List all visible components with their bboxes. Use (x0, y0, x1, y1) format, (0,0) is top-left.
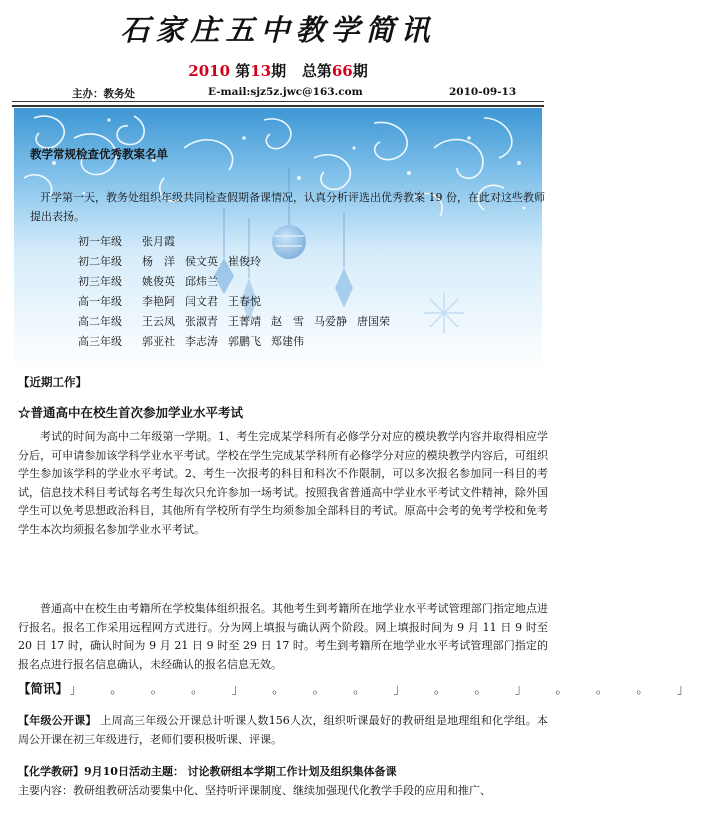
brief-item-open-class (18, 712, 548, 749)
teacher-name: 姚俊英 (142, 275, 175, 288)
teacher-name: 郭鹏飞 (228, 335, 261, 348)
grade-label: 高二年级 (78, 315, 122, 328)
brief-item-tag: 【化学教研】9月10日活动主题： (18, 765, 184, 778)
issue-total: 66 (331, 62, 353, 80)
brief-item-chemistry (18, 763, 548, 800)
brief-dots: 」 。 。 。 」 。 。 。 」 。 。 」 。 。 。 」 (69, 681, 701, 696)
grade-label: 初一年级 (78, 235, 122, 248)
grade-label: 高一年级 (78, 295, 122, 308)
issue-number: 13 (250, 62, 272, 80)
honor-row (78, 312, 400, 332)
section-brief (18, 679, 701, 697)
issue-year: 2010 (188, 62, 231, 80)
teacher-name: 侯文英 (185, 255, 218, 268)
teacher-name: 马爱静 (314, 315, 347, 328)
issue-qi: 期 (271, 62, 287, 80)
info-line (0, 86, 556, 102)
issue-di: 第 (235, 62, 251, 80)
email-label: E-mail:sjz5z.jwc@163.com (208, 86, 363, 98)
issue-date: 2010-09-13 (449, 86, 517, 98)
masthead-title: 石家庄五中教学简讯 (120, 13, 436, 47)
teacher-name: 赵 雪 (271, 315, 304, 328)
brief-item-text: 上周高三年级公开课总计听课人数156人次，组织听课最好的教研组是地理组和化学组。本周公开课在初三年级进行，老师们要积极听课、评课。 (18, 714, 549, 746)
grade-label: 初二年级 (78, 255, 122, 268)
honor-row (78, 252, 400, 272)
honor-row (78, 292, 400, 312)
issue-line (0, 60, 556, 81)
teacher-name: 杨 洋 (142, 255, 175, 268)
article-title: ☆普通高中在校生首次参加学业水平考试 (18, 405, 244, 420)
honor-row (78, 232, 400, 252)
teacher-name: 闫文君 (185, 295, 218, 308)
teacher-name: 王云凤 (142, 315, 175, 328)
grade-label: 初三年级 (78, 275, 122, 288)
teacher-name: 崔俊玲 (228, 255, 261, 268)
teacher-name: 唐国荣 (357, 315, 390, 328)
header-rule-thick (12, 105, 544, 107)
honor-row (78, 332, 400, 352)
header-rule (12, 101, 544, 102)
teacher-name: 张淑青 (185, 315, 218, 328)
honor-row (78, 272, 400, 292)
brief-item-topic: 讨论教研组本学期工作计划及组织集体备课 (187, 765, 397, 778)
featured-title: 教学常规检查优秀教案名单 (30, 147, 168, 161)
teacher-name: 李志涛 (185, 335, 218, 348)
issue-total-qi: 期 (352, 62, 368, 80)
teacher-name: 李艳阿 (142, 295, 175, 308)
honor-list (78, 232, 400, 352)
teacher-name: 郭亚社 (142, 335, 175, 348)
host-label: 主办：教务处 (72, 88, 135, 100)
teacher-name: 王春悦 (228, 295, 261, 308)
featured-intro: 开学第一天，教务处组织年级共同检查假期备课情况，认真分析评选出优秀教案 19 份，在此对这些教师提出表扬。 (30, 191, 545, 223)
teacher-name: 邱炜兰 (185, 275, 218, 288)
snowflake-icon (424, 293, 464, 333)
teacher-name: 王菁靖 (228, 315, 261, 328)
issue-total-label: 总第 (301, 62, 332, 80)
brief-item-tag: 【年级公开课】 (18, 714, 97, 727)
article-paragraph-2: 普通高中在校生由考籍所在学校集体组织报名。其他考生到考籍所在地学业水平考试管理部门指定地点进行报名。报名工作采用远程网方式进行。分为网上填报与确认两个阶段。网上填报时间为 9 月 11 日 9 时至 20 日 17 时，确认时间为 9 月 21 日 9 时至 29 日 17 时。考生到考籍所在地学业水平考试管理部门指定的报名点进行报名信息确认，未经确认的报名信息无效。 (18, 602, 548, 671)
grade-label: 高三年级 (78, 335, 122, 348)
teacher-name: 郑建伟 (271, 335, 304, 348)
brief-item-text: 主要内容：教研组教研活动要集中化、坚持听评课制度、继续加强现代化教学手段的应用和推广、 (18, 783, 491, 797)
article-paragraph-1: 考试的时间为高中二年级第一学期。1、考生完成某学科所有必修学分对应的模块教学内容并取得相应学分后，可申请参加该学科学业水平考试。学校在学生完成某学科所有必修学分对应的模块教学内容后，可组织学生参加该学科的学业水平考试。2、考生一次报考的科目和科次不作限制，可以多次报名参加同一科目的考试，信息技术科目考试每名考生每次只允许参加一场考试。按照我省普通高中学业水平考试文件精神，除外国学生可以免考思想政治科目，其他所有学校所有学生均须参加全部科目的考试。原高中会考的免考学校和免考学生本次均须报名参加学业水平考试。 (18, 430, 548, 536)
brief-label: 【简讯】 (18, 681, 62, 696)
section-recent-work: 【近期工作】 (18, 375, 87, 389)
teacher-name: 张月霞 (142, 235, 175, 248)
